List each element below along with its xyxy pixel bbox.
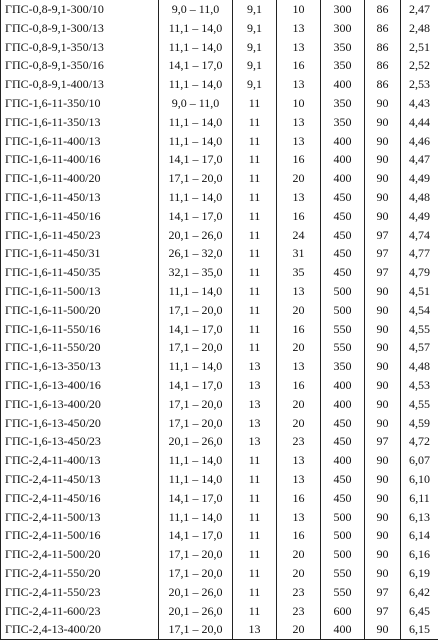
- length-cell: 450: [321, 414, 365, 433]
- range-cell: 17,1 – 20,0: [159, 395, 233, 414]
- param-cell: 9,1: [233, 38, 277, 57]
- size-cell: 35: [277, 263, 321, 282]
- param-cell: 11: [233, 451, 277, 470]
- range-cell: 26,1 – 32,0: [159, 244, 233, 263]
- value-cell: 90: [365, 357, 401, 376]
- range-cell: 9,0 – 11,0: [159, 0, 233, 19]
- length-cell: 400: [321, 451, 365, 470]
- mass-cell: 2,48: [401, 19, 438, 38]
- model-cell: ГПС-2,4-11-500/16: [1, 526, 159, 545]
- length-cell: 350: [321, 94, 365, 113]
- size-cell: 13: [277, 470, 321, 489]
- table-row: [1, 188, 438, 207]
- table-row: [1, 75, 438, 94]
- table-row: [1, 0, 438, 19]
- model-cell: ГПС-1,6-11-450/13: [1, 188, 159, 207]
- table-row: [1, 470, 438, 489]
- model-cell: ГПС-2,4-11-600/23: [1, 602, 159, 621]
- range-cell: 11,1 – 14,0: [159, 38, 233, 57]
- mass-cell: 6,16: [401, 545, 438, 564]
- length-cell: 350: [321, 113, 365, 132]
- range-cell: 17,1 – 20,0: [159, 169, 233, 188]
- table-row: [1, 414, 438, 433]
- mass-cell: 4,77: [401, 244, 438, 263]
- model-cell: ГПС-2,4-11-550/23: [1, 583, 159, 602]
- length-cell: 450: [321, 188, 365, 207]
- size-cell: 31: [277, 244, 321, 263]
- size-cell: 20: [277, 620, 321, 639]
- mass-cell: 6,15: [401, 620, 438, 639]
- size-cell: 13: [277, 508, 321, 527]
- length-cell: 450: [321, 226, 365, 245]
- mass-cell: 4,74: [401, 226, 438, 245]
- value-cell: 86: [365, 38, 401, 57]
- size-cell: 16: [277, 489, 321, 508]
- param-cell: 11: [233, 320, 277, 339]
- mass-cell: 6,07: [401, 451, 438, 470]
- table-row: [1, 338, 438, 357]
- range-cell: 11,1 – 14,0: [159, 132, 233, 151]
- table-row: [1, 564, 438, 583]
- range-cell: 11,1 – 14,0: [159, 113, 233, 132]
- range-cell: 14,1 – 17,0: [159, 207, 233, 226]
- length-cell: 400: [321, 376, 365, 395]
- table-row: [1, 169, 438, 188]
- length-cell: 400: [321, 395, 365, 414]
- range-cell: 14,1 – 17,0: [159, 376, 233, 395]
- param-cell: 11: [233, 526, 277, 545]
- mass-cell: 6,45: [401, 602, 438, 621]
- length-cell: 500: [321, 526, 365, 545]
- param-cell: 11: [233, 113, 277, 132]
- value-cell: 90: [365, 113, 401, 132]
- length-cell: 450: [321, 432, 365, 451]
- size-cell: 23: [277, 602, 321, 621]
- value-cell: 90: [365, 132, 401, 151]
- table-row: [1, 432, 438, 451]
- value-cell: 90: [365, 169, 401, 188]
- table-row: [1, 207, 438, 226]
- range-cell: 11,1 – 14,0: [159, 451, 233, 470]
- length-cell: 350: [321, 357, 365, 376]
- model-cell: ГПС-1,6-11-400/16: [1, 150, 159, 169]
- param-cell: 11: [233, 207, 277, 226]
- range-cell: 11,1 – 14,0: [159, 188, 233, 207]
- size-cell: 16: [277, 150, 321, 169]
- model-cell: ГПС-0,8-9,1-300/10: [1, 0, 159, 19]
- param-cell: 13: [233, 432, 277, 451]
- value-cell: 90: [365, 470, 401, 489]
- table-row: [1, 94, 438, 113]
- value-cell: 90: [365, 150, 401, 169]
- param-cell: 11: [233, 602, 277, 621]
- range-cell: 17,1 – 20,0: [159, 545, 233, 564]
- mass-cell: 4,46: [401, 132, 438, 151]
- range-cell: 14,1 – 17,0: [159, 320, 233, 339]
- param-cell: 11: [233, 94, 277, 113]
- table-row: [1, 489, 438, 508]
- table-row: [1, 320, 438, 339]
- param-cell: 13: [233, 620, 277, 639]
- mass-cell: 4,48: [401, 357, 438, 376]
- length-cell: 550: [321, 338, 365, 357]
- model-cell: ГПС-1,6-11-350/10: [1, 94, 159, 113]
- table-row: [1, 150, 438, 169]
- size-cell: 13: [277, 451, 321, 470]
- value-cell: 90: [365, 94, 401, 113]
- length-cell: 450: [321, 489, 365, 508]
- param-cell: 9,1: [233, 0, 277, 19]
- length-cell: 450: [321, 207, 365, 226]
- range-cell: 17,1 – 20,0: [159, 414, 233, 433]
- mass-cell: 4,53: [401, 376, 438, 395]
- size-cell: 20: [277, 564, 321, 583]
- size-cell: 16: [277, 526, 321, 545]
- size-cell: 23: [277, 583, 321, 602]
- mass-cell: 4,44: [401, 113, 438, 132]
- mass-cell: 4,59: [401, 414, 438, 433]
- param-cell: 11: [233, 188, 277, 207]
- value-cell: 90: [365, 395, 401, 414]
- size-cell: 20: [277, 414, 321, 433]
- table-row: [1, 56, 438, 75]
- range-cell: 17,1 – 20,0: [159, 564, 233, 583]
- mass-cell: 2,53: [401, 75, 438, 94]
- length-cell: 450: [321, 263, 365, 282]
- table-row: [1, 263, 438, 282]
- param-cell: 11: [233, 263, 277, 282]
- size-cell: 13: [277, 19, 321, 38]
- model-cell: ГПС-1,6-11-450/35: [1, 263, 159, 282]
- model-cell: ГПС-2,4-11-550/20: [1, 564, 159, 583]
- param-cell: 11: [233, 564, 277, 583]
- range-cell: 20,1 – 26,0: [159, 602, 233, 621]
- mass-cell: 4,79: [401, 263, 438, 282]
- value-cell: 97: [365, 244, 401, 263]
- length-cell: 500: [321, 508, 365, 527]
- model-cell: ГПС-0,8-9,1-350/16: [1, 56, 159, 75]
- param-cell: 11: [233, 282, 277, 301]
- range-cell: 32,1 – 35,0: [159, 263, 233, 282]
- model-cell: ГПС-1,6-11-450/16: [1, 207, 159, 226]
- range-cell: 20,1 – 26,0: [159, 226, 233, 245]
- range-cell: 11,1 – 14,0: [159, 75, 233, 94]
- model-cell: ГПС-2,4-11-450/16: [1, 489, 159, 508]
- size-cell: 20: [277, 395, 321, 414]
- model-cell: ГПС-2,4-11-500/20: [1, 545, 159, 564]
- mass-cell: 4,49: [401, 207, 438, 226]
- param-cell: 9,1: [233, 19, 277, 38]
- model-cell: ГПС-1,6-11-450/23: [1, 226, 159, 245]
- size-cell: 13: [277, 357, 321, 376]
- size-cell: 13: [277, 75, 321, 94]
- size-cell: 24: [277, 226, 321, 245]
- length-cell: 400: [321, 169, 365, 188]
- model-cell: ГПС-1,6-13-450/23: [1, 432, 159, 451]
- size-cell: 16: [277, 207, 321, 226]
- range-cell: 20,1 – 26,0: [159, 432, 233, 451]
- value-cell: 90: [365, 451, 401, 470]
- value-cell: 90: [365, 301, 401, 320]
- model-cell: ГПС-1,6-11-350/13: [1, 113, 159, 132]
- range-cell: 17,1 – 20,0: [159, 338, 233, 357]
- mass-cell: 6,10: [401, 470, 438, 489]
- range-cell: 11,1 – 14,0: [159, 282, 233, 301]
- length-cell: 350: [321, 38, 365, 57]
- table-row: [1, 113, 438, 132]
- size-cell: 20: [277, 338, 321, 357]
- param-cell: 11: [233, 244, 277, 263]
- mass-cell: 6,11: [401, 489, 438, 508]
- param-cell: 11: [233, 150, 277, 169]
- size-cell: 16: [277, 56, 321, 75]
- value-cell: 90: [365, 338, 401, 357]
- model-cell: ГПС-1,6-11-550/20: [1, 338, 159, 357]
- value-cell: 90: [365, 526, 401, 545]
- table-row: [1, 508, 438, 527]
- length-cell: 400: [321, 150, 365, 169]
- table-row: [1, 19, 438, 38]
- size-cell: 16: [277, 320, 321, 339]
- table-row: [1, 602, 438, 621]
- param-cell: 11: [233, 470, 277, 489]
- size-cell: 20: [277, 169, 321, 188]
- value-cell: 90: [365, 188, 401, 207]
- model-cell: ГПС-2,4-11-500/13: [1, 508, 159, 527]
- range-cell: 11,1 – 14,0: [159, 470, 233, 489]
- value-cell: 90: [365, 489, 401, 508]
- length-cell: 450: [321, 244, 365, 263]
- model-cell: ГПС-1,6-11-550/16: [1, 320, 159, 339]
- length-cell: 400: [321, 75, 365, 94]
- value-cell: 90: [365, 620, 401, 639]
- range-cell: 11,1 – 14,0: [159, 357, 233, 376]
- length-cell: 600: [321, 602, 365, 621]
- param-cell: 13: [233, 395, 277, 414]
- table-row: [1, 38, 438, 57]
- table-row: [1, 395, 438, 414]
- mass-cell: 6,13: [401, 508, 438, 527]
- model-cell: ГПС-2,4-11-450/13: [1, 470, 159, 489]
- length-cell: 350: [321, 56, 365, 75]
- mass-cell: 4,43: [401, 94, 438, 113]
- model-cell: ГПС-1,6-13-400/16: [1, 376, 159, 395]
- size-cell: 13: [277, 132, 321, 151]
- length-cell: 300: [321, 0, 365, 19]
- model-cell: ГПС-2,4-13-400/20: [1, 620, 159, 639]
- value-cell: 86: [365, 56, 401, 75]
- value-cell: 90: [365, 207, 401, 226]
- size-cell: 20: [277, 301, 321, 320]
- mass-cell: 2,52: [401, 56, 438, 75]
- size-cell: 13: [277, 282, 321, 301]
- length-cell: 550: [321, 320, 365, 339]
- mass-cell: 2,47: [401, 0, 438, 19]
- mass-cell: 6,42: [401, 583, 438, 602]
- param-cell: 13: [233, 357, 277, 376]
- mass-cell: 4,54: [401, 301, 438, 320]
- value-cell: 90: [365, 414, 401, 433]
- param-cell: 9,1: [233, 75, 277, 94]
- value-cell: 97: [365, 583, 401, 602]
- range-cell: 17,1 – 20,0: [159, 301, 233, 320]
- size-cell: 13: [277, 38, 321, 57]
- table-row: [1, 545, 438, 564]
- table-row: [1, 244, 438, 263]
- param-cell: 11: [233, 132, 277, 151]
- mass-cell: 2,51: [401, 38, 438, 57]
- value-cell: 86: [365, 75, 401, 94]
- range-cell: 14,1 – 17,0: [159, 56, 233, 75]
- param-cell: 11: [233, 508, 277, 527]
- table-row: [1, 357, 438, 376]
- mass-cell: 4,51: [401, 282, 438, 301]
- param-cell: 11: [233, 545, 277, 564]
- table-row: [1, 282, 438, 301]
- model-cell: ГПС-1,6-13-400/20: [1, 395, 159, 414]
- size-cell: 10: [277, 94, 321, 113]
- spec-table-body: [1, 0, 438, 640]
- length-cell: 550: [321, 583, 365, 602]
- table-row: [1, 620, 438, 639]
- table-row: [1, 226, 438, 245]
- value-cell: 97: [365, 602, 401, 621]
- size-cell: 23: [277, 432, 321, 451]
- param-cell: 9,1: [233, 56, 277, 75]
- range-cell: 17,1 – 20,0: [159, 620, 233, 639]
- value-cell: 90: [365, 508, 401, 527]
- model-cell: ГПС-1,6-11-500/20: [1, 301, 159, 320]
- model-cell: ГПС-1,6-11-500/13: [1, 282, 159, 301]
- param-cell: 11: [233, 226, 277, 245]
- model-cell: ГПС-0,8-9,1-300/13: [1, 19, 159, 38]
- value-cell: 97: [365, 432, 401, 451]
- value-cell: 97: [365, 263, 401, 282]
- length-cell: 500: [321, 282, 365, 301]
- mass-cell: 4,47: [401, 150, 438, 169]
- model-cell: ГПС-0,8-9,1-350/13: [1, 38, 159, 57]
- mass-cell: 6,19: [401, 564, 438, 583]
- param-cell: 11: [233, 301, 277, 320]
- length-cell: 400: [321, 620, 365, 639]
- table-row: [1, 526, 438, 545]
- range-cell: 14,1 – 17,0: [159, 526, 233, 545]
- table-row: [1, 376, 438, 395]
- length-cell: 500: [321, 545, 365, 564]
- model-cell: ГПС-2,4-11-400/13: [1, 451, 159, 470]
- model-cell: ГПС-1,6-13-350/13: [1, 357, 159, 376]
- value-cell: 90: [365, 564, 401, 583]
- size-cell: 13: [277, 113, 321, 132]
- range-cell: 9,0 – 11,0: [159, 94, 233, 113]
- length-cell: 550: [321, 564, 365, 583]
- mass-cell: 4,57: [401, 338, 438, 357]
- model-cell: ГПС-1,6-11-450/31: [1, 244, 159, 263]
- table-row: [1, 451, 438, 470]
- size-cell: 10: [277, 0, 321, 19]
- value-cell: 90: [365, 320, 401, 339]
- param-cell: 11: [233, 338, 277, 357]
- mass-cell: 4,49: [401, 169, 438, 188]
- value-cell: 86: [365, 0, 401, 19]
- size-cell: 13: [277, 188, 321, 207]
- value-cell: 97: [365, 226, 401, 245]
- table-row: [1, 132, 438, 151]
- mass-cell: 4,55: [401, 395, 438, 414]
- param-cell: 11: [233, 169, 277, 188]
- size-cell: 16: [277, 376, 321, 395]
- value-cell: 86: [365, 19, 401, 38]
- param-cell: 11: [233, 489, 277, 508]
- length-cell: 500: [321, 301, 365, 320]
- length-cell: 300: [321, 19, 365, 38]
- param-cell: 11: [233, 583, 277, 602]
- table-row: [1, 301, 438, 320]
- table-row: [1, 583, 438, 602]
- value-cell: 90: [365, 545, 401, 564]
- mass-cell: 4,55: [401, 320, 438, 339]
- range-cell: 11,1 – 14,0: [159, 508, 233, 527]
- range-cell: 14,1 – 17,0: [159, 489, 233, 508]
- range-cell: 11,1 – 14,0: [159, 19, 233, 38]
- model-cell: ГПС-1,6-11-400/20: [1, 169, 159, 188]
- param-cell: 13: [233, 414, 277, 433]
- mass-cell: 4,72: [401, 432, 438, 451]
- value-cell: 90: [365, 376, 401, 395]
- param-cell: 13: [233, 376, 277, 395]
- mass-cell: 6,14: [401, 526, 438, 545]
- model-cell: ГПС-1,6-13-450/20: [1, 414, 159, 433]
- range-cell: 14,1 – 17,0: [159, 150, 233, 169]
- mass-cell: 4,48: [401, 188, 438, 207]
- size-cell: 20: [277, 545, 321, 564]
- value-cell: 90: [365, 282, 401, 301]
- model-cell: ГПС-0,8-9,1-400/13: [1, 75, 159, 94]
- range-cell: 20,1 – 26,0: [159, 583, 233, 602]
- model-cell: ГПС-1,6-11-400/13: [1, 132, 159, 151]
- length-cell: 450: [321, 470, 365, 489]
- length-cell: 400: [321, 132, 365, 151]
